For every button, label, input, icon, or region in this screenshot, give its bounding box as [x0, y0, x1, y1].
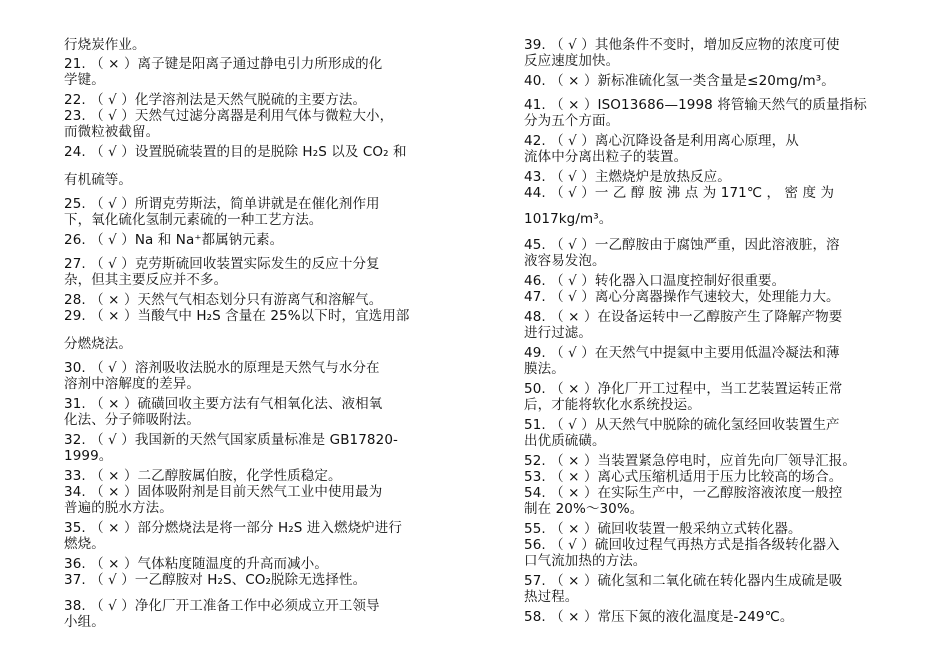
- text-line: 口气流加热的方法。: [524, 553, 647, 569]
- text-line: 52. （ × ）当装置紧急停电时，应首先向厂领导汇报。: [524, 453, 856, 469]
- text-line: 1017kg/m³。: [524, 211, 613, 227]
- text-line: 化法、分子筛吸附法。: [64, 412, 200, 428]
- text-line: 28. （ × ）天然气气相态划分只有游离气和溶解气。: [64, 292, 383, 308]
- text-line: 56. （ √ ）硫回收过程气再热方式是指各级转化器入: [524, 537, 840, 553]
- text-line: 49. （ √ ）在天然气中提氦中主要用低温冷凝法和薄: [524, 345, 840, 361]
- text-line: 而微粒被截留。: [64, 124, 160, 140]
- text-line: 小组。: [64, 614, 105, 630]
- text-line: 杂，但其主要反应并不多。: [64, 272, 228, 288]
- text-line: 26. （ √ ）Na 和 Na⁺都属钠元素。: [64, 232, 284, 248]
- text-line: 34. （ × ）固体吸附剂是目前天然气工业中使用最为: [64, 484, 383, 500]
- text-line: 48. （ × ）在设备运转中一乙醇胺产生了降解产物要: [524, 309, 843, 325]
- text-line: 反应速度加快。: [524, 53, 620, 69]
- text-line: 21. （ × ）离子键是阳离子通过静电引力所形成的化: [64, 56, 383, 72]
- text-line: 29. （ × ）当酸气中 H₂S 含量在 25%以下时，宜选用部: [64, 308, 410, 324]
- text-line: 31. （ × ）硫磺回收主要方法有气相氧化法、液相氧: [64, 396, 383, 412]
- text-line: 27. （ √ ）克劳斯硫回收装置实际发生的反应十分复: [64, 256, 380, 272]
- text-line: 53. （ × ）离心式压缩机适用于压力比较高的场合。: [524, 469, 843, 485]
- text-line: 40. （ × ）新标准硫化氢一类含量是≤20mg/m³。: [524, 73, 835, 89]
- text-line: 41. （ × ）ISO13686—1998 将管输天然气的质量指标: [524, 97, 867, 113]
- text-line: 44. （ √ ）一 乙 醇 胺 沸 点 为 171℃ ， 密 度 为: [524, 185, 835, 201]
- text-line: 36. （ × ）气体粘度随温度的升高而减小。: [64, 556, 328, 572]
- text-line: 燃烧。: [64, 536, 105, 552]
- text-line: 热过程。: [524, 589, 579, 605]
- text-line: 30. （ √ ）溶剂吸收法脱水的原理是天然气与水分在: [64, 360, 380, 376]
- text-line: 下，氧化硫化氢制元素硫的一种工艺方法。: [64, 212, 323, 228]
- text-line: 后，才能将软化水系统投运。: [524, 397, 701, 413]
- text-line: 55. （ × ）硫回收装置一般采纳立式转化器。: [524, 521, 802, 537]
- text-line: 制在 20%～30%。: [524, 501, 644, 517]
- text-line: 流体中分离出粒子的装置。: [524, 149, 688, 165]
- text-line: 出优质硫磺。: [524, 433, 606, 449]
- text-line: 有机硫等。: [64, 172, 132, 188]
- text-line: 普遍的脱水方法。: [64, 500, 173, 516]
- text-line: 35. （ × ）部分燃烧法是将一部分 H₂S 进入燃烧炉进行: [64, 520, 402, 536]
- text-line: 45. （ √ ）一乙醇胺由于腐蚀严重，因此溶液脏，溶: [524, 237, 840, 253]
- text-line: 57. （ × ）硫化氢和二氧化硫在转化器内生成硫是吸: [524, 573, 843, 589]
- text-line: 学键。: [64, 72, 105, 88]
- text-line: 1999。: [64, 448, 113, 464]
- text-line: 溶剂中溶解度的差异。: [64, 376, 200, 392]
- text-line: 47. （ √ ）离心分离器操作气速较大，处理能力大。: [524, 289, 840, 305]
- text-line: 33. （ × ）二乙醇胺属伯胺，化学性质稳定。: [64, 468, 342, 484]
- text-line: 25. （ √ ）所谓克劳斯法，简单讲就是在催化剂作用: [64, 196, 380, 212]
- text-line: 46. （ √ ）转化器入口温度控制好很重要。: [524, 273, 786, 289]
- text-line: 51. （ √ ）从天然气中脱除的硫化氢经回收装置生产: [524, 417, 840, 433]
- text-line: 43. （ √ ）主燃烧炉是放热反应。: [524, 169, 731, 185]
- text-line: 23. （ √ ）天然气过滤分离器是利用气体与微粒大小，: [64, 108, 394, 124]
- text-line: 分燃烧法。: [64, 336, 132, 352]
- text-line: 22. （ √ ）化学溶剂法是天然气脱硫的主要方法。: [64, 92, 367, 108]
- text-line: 分为五个方面。: [524, 113, 620, 129]
- text-line: 行烧炭作业。: [64, 37, 146, 53]
- text-line: 42. （ √ ）离心沉降设备是利用离心原理，从: [524, 133, 799, 149]
- text-line: 37. （ √ ）一乙醇胺对 H₂S、CO₂脱除无选择性。: [64, 572, 367, 588]
- text-line: 进行过滤。: [524, 325, 592, 341]
- text-line: 32. （ √ ）我国新的天然气国家质量标准是 GB17820-: [64, 432, 398, 448]
- text-line: 38. （ √ ）净化厂开工准备工作中必须成立开工领导: [64, 598, 380, 614]
- text-line: 膜法。: [524, 361, 565, 377]
- text-line: 24. （ √ ）设置脱硫装置的目的是脱除 H₂S 以及 CO₂ 和: [64, 144, 407, 160]
- text-line: 54. （ × ）在实际生产中，一乙醇胺溶液浓度一般控: [524, 485, 843, 501]
- text-line: 50. （ × ）净化厂开工过程中，当工艺装置运转正常: [524, 381, 843, 397]
- text-line: 58. （ × ）常压下氮的液化温度是-249℃。: [524, 609, 794, 625]
- text-line: 39. （ √ ）其他条件不变时，增加反应物的浓度可使: [524, 37, 840, 53]
- text-line: 液容易发泡。: [524, 253, 606, 269]
